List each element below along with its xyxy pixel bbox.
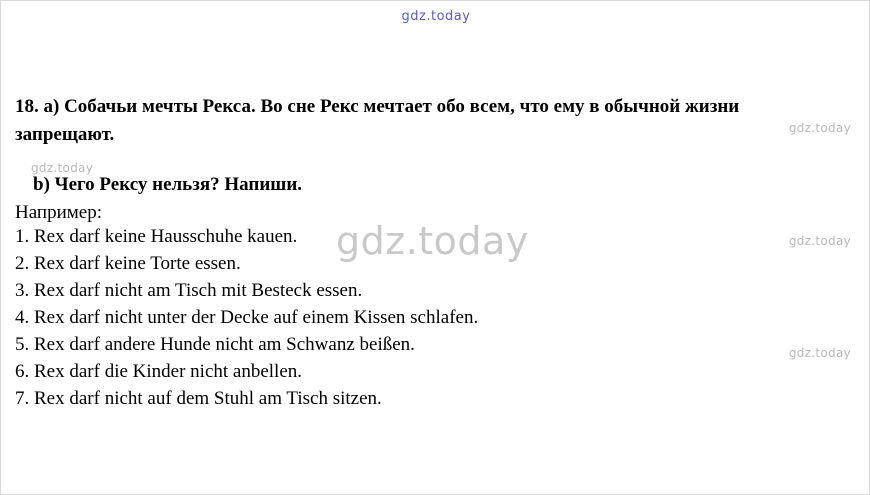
example-label: Например: — [15, 202, 102, 224]
list-item: 5. Rex darf andere Hunde nicht am Schwanz beißen. — [15, 333, 415, 355]
site-watermark-top: gdz.today — [401, 9, 471, 24]
list-item: 2. Rex darf keine Torte essen. — [15, 253, 241, 275]
task-b-text: b) Чего Рексу нельзя? Напиши. — [33, 174, 303, 196]
list-item: 3. Rex darf nicht am Tisch mit Besteck essen. — [15, 280, 363, 302]
site-watermark-large: gdz.today — [336, 219, 529, 263]
site-watermark: gdz.today — [788, 121, 851, 135]
site-watermark: gdz.today — [31, 161, 94, 175]
site-watermark: gdz.today — [788, 346, 851, 360]
list-item: 6. Rex darf die Kinder nicht anbellen. — [15, 360, 303, 382]
list-item: 4. Rex darf nicht unter der Decke auf einem Kissen schlafen. — [15, 307, 479, 328]
site-watermark: gdz.today — [788, 234, 851, 248]
list-item: 7. Rex darf nicht auf dem Stuhl am Tisch sitzen. — [15, 387, 382, 409]
list-item: 1. Rex darf keine Hausschuhe kauen. — [15, 226, 298, 248]
task-a-text: 18. а) Собачьи мечты Рекса. Во сне Рекс мечтает обо всем, что ему в обычной жизни запрещают. — [15, 96, 740, 145]
